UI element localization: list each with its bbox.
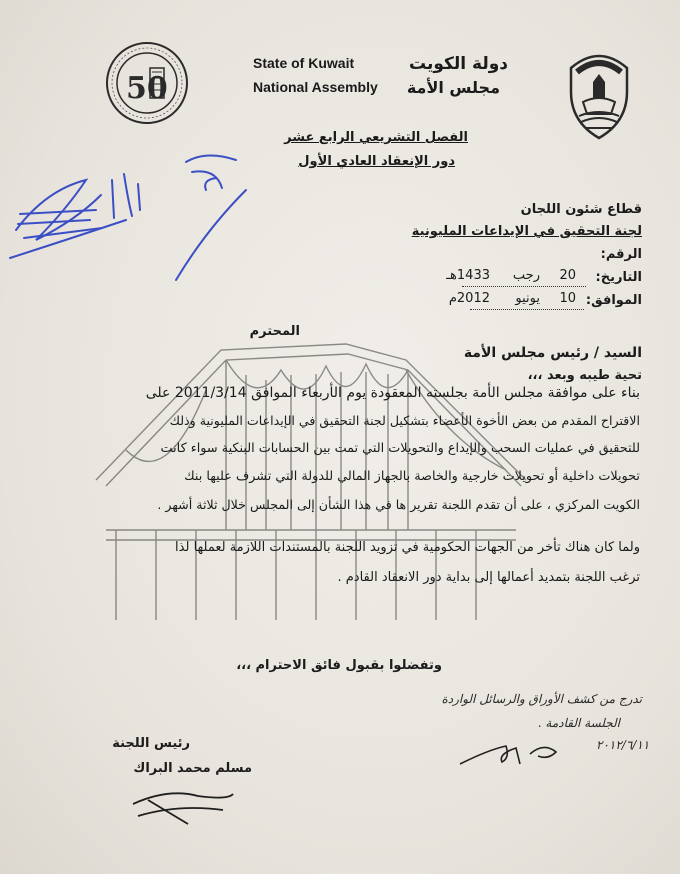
body-paragraph-2-line-2: ترغب اللجنة بتمديد أعمالها إلى بداية دور الانعقاد القادم . (337, 570, 640, 585)
handwritten-note-line-1: تدرج من كشف الأوراق والرسائل الواردة (441, 692, 642, 706)
hijri-date-month: رجب (512, 268, 540, 283)
committee-name: لجنة التحقيق في الإيداعات المليونية (411, 224, 642, 239)
kuwait-emblem-logo (563, 48, 635, 142)
blue-ink-annotation (6, 150, 256, 290)
session-round: دور الإنعقاد العادي الأول (298, 154, 455, 169)
honorific: المحترم (249, 324, 300, 339)
legislative-term: الفصل التشريعي الرابع عشر (284, 130, 468, 145)
gregorian-date-month: يونيو (515, 291, 540, 306)
body-paragraph-1-line-4: تحويلات داخلية أو تحويلات خارجية والخاصة بالجهاز المالي للدولة التي تشرف عليها بنك (184, 469, 640, 484)
hijri-date-line (462, 286, 586, 287)
state-arabic: دولة الكويت (408, 54, 508, 74)
reference-number-label: الرقم: (600, 247, 642, 262)
greeting: تحية طيبه وبعد ،،، (527, 368, 642, 383)
sector-name: قطاع شئون اللجان (520, 202, 642, 217)
body-paragraph-1-line-5: الكويت المركزي ، على أن تقدم اللجنة تقرير ها في هذا الشأن إلى المجلس خلال ثلاثة أشهر . (157, 497, 640, 512)
gregorian-date-line (470, 309, 584, 310)
chair-signature (128, 780, 238, 830)
note-initials-signature (458, 724, 578, 774)
body-paragraph-2-line-1: ولما كان هناك تأخر من الجهات الحكومية في تزويد اللجنة بالمستندات اللازمة لعملها لذا (175, 540, 640, 555)
assembly-english: National Assembly (253, 79, 378, 95)
hijri-date-year: 1433هـ (446, 268, 490, 283)
hijri-date-label: التاريخ: (595, 270, 642, 285)
body-paragraph-1-line-2: الاقتراح المقدم من بعض الأخوة الأعضاء بتشكيل لجنة التحقيق في الإيداعات المليونية وذلك (169, 413, 640, 428)
handwritten-note-date: ٢٠١٢/٦/١١ (596, 738, 650, 752)
gregorian-date-label: الموافق: (585, 293, 642, 308)
assembly-arabic: مجلس الأمة (406, 78, 500, 97)
committee-chair-name: مسلم محمد البراك (133, 761, 252, 776)
closing-line: وتفضلوا بقبول فائق الاحترام ،،، (236, 658, 442, 673)
state-english: State of Kuwait (253, 55, 355, 71)
anniversary-seal-logo (104, 40, 190, 126)
committee-chair-title: رئيس اللجنة (112, 736, 190, 751)
gregorian-date-day: 10 (559, 291, 576, 306)
svg-text:50: 50 (126, 71, 168, 106)
addressee-line: السيد / رئيس مجلس الأمة (463, 345, 642, 361)
hijri-date-day: 20 (559, 268, 576, 283)
body-paragraph-1-line-3: للتحقيق في عمليات السحب والإيداع والتحويلات التي تمت بين الحسابات البنكية سواء كانت (160, 441, 640, 456)
handwritten-note-line-2: الجلسة القادمة . (537, 716, 620, 730)
gregorian-date-year: 2012م (448, 291, 490, 306)
body-paragraph-1-line-1: بناء على موافقة مجلس الأمة بجلسته المعقودة يوم الأربعاء الموافق 2011/3/14 على (145, 385, 640, 401)
